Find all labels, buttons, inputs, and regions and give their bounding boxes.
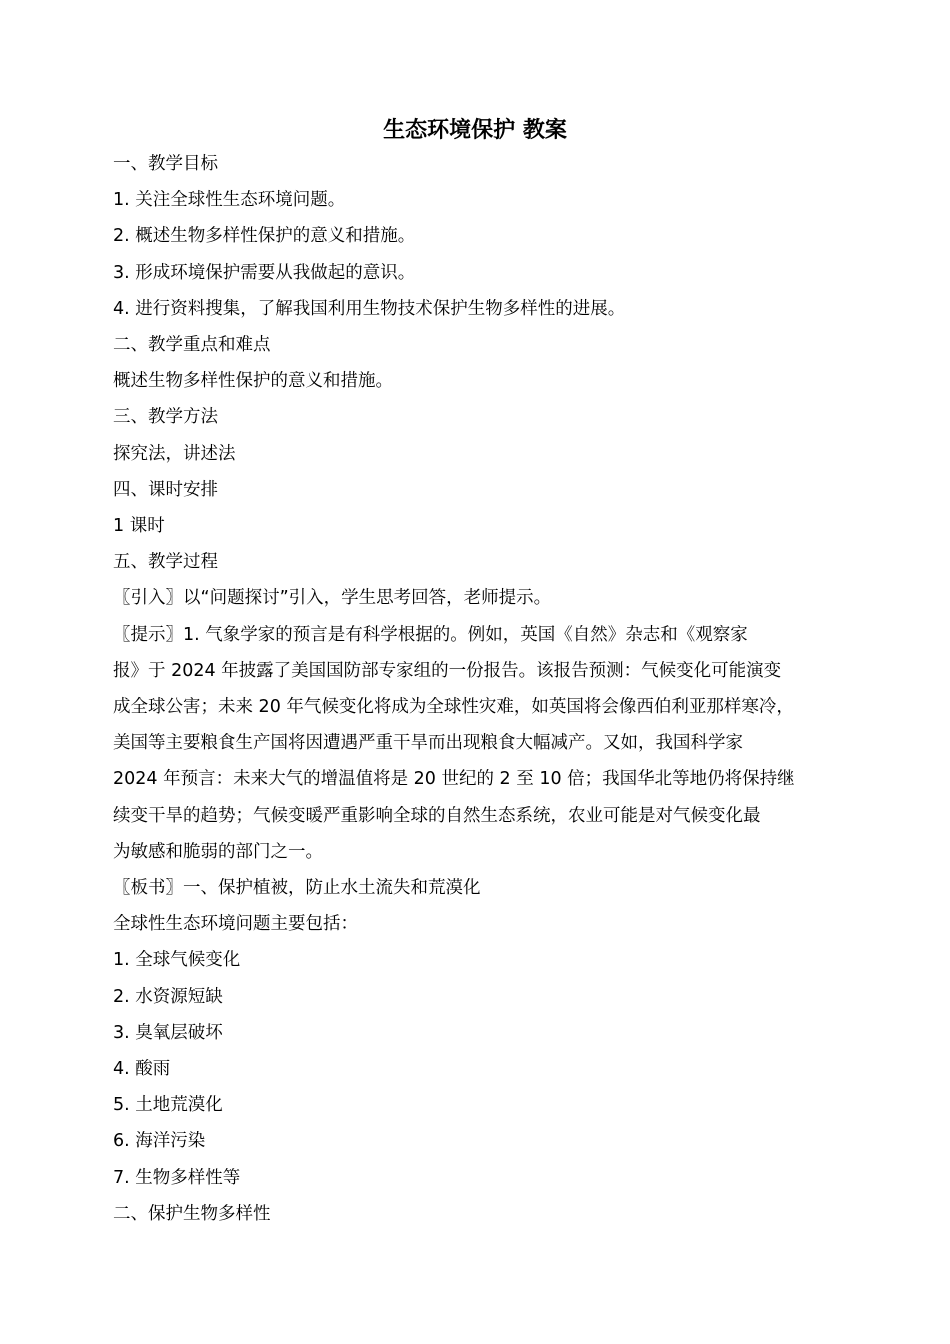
section-heading-process: 五、教学过程 [113, 552, 218, 573]
hint-paragraph-line: 2024 年预言：未来大气的增温值将是 20 世纪的 2 至 10 倍；我国华北等地仍将保持继 [113, 769, 795, 790]
objective-item: 4. 进行资料搜集，了解我国利用生物技术保护生物多样性的进展。 [113, 298, 626, 319]
section-heading-key-points: 二、教学重点和难点 [113, 335, 271, 356]
issue-item: 7. 生物多样性等 [113, 1167, 241, 1188]
hint-paragraph [113, 617, 848, 870]
key-points-text: 概述生物多样性保护的意义和措施。 [113, 371, 393, 392]
issue-item: 4. 酸雨 [113, 1059, 171, 1080]
issue-item: 5. 土地荒漠化 [113, 1095, 223, 1116]
hint-paragraph-line: 报》于 2024 年披露了美国国防部专家组的一份报告。该报告预测：气候变化可能演变 [113, 660, 782, 681]
document-body [113, 146, 848, 1232]
section-heading-objectives: 一、教学目标 [113, 154, 218, 174]
objective-item: 3. 形成环境保护需要从我做起的意识。 [113, 262, 416, 283]
blackboard-heading: 〖板书〗一、保护植被，防止水土流失和荒漠化 [113, 878, 481, 899]
issue-item: 1. 全球气候变化 [113, 950, 241, 971]
section-heading-methods: 三、教学方法 [113, 407, 218, 428]
section-heading-biodiversity: 二、保护生物多样性 [113, 1203, 271, 1224]
issue-item: 2. 水资源短缺 [113, 986, 223, 1007]
hint-paragraph-line: 续变干旱的趋势；气候变暖严重影响全球的自然生态系统，农业可能是对气候变化最 [113, 805, 761, 826]
objective-item: 2. 概述生物多样性保护的意义和措施。 [113, 226, 416, 247]
issue-item: 6. 海洋污染 [113, 1131, 206, 1152]
schedule-text: 1 课时 [113, 516, 165, 537]
hint-paragraph-line: 为敏感和脆弱的部门之一。 [113, 841, 323, 862]
objective-item: 1. 关注全球性生态环境问题。 [113, 190, 346, 211]
methods-text: 探究法，讲述法 [113, 443, 236, 464]
issue-item: 3. 臭氧层破坏 [113, 1022, 223, 1043]
hint-paragraph-line: 成全球公害；未来 20 年气候变化将成为全球性灾难，如英国将会像西伯利亚那样寒冷， [113, 697, 794, 718]
issues-intro: 全球性生态环境问题主要包括： [113, 914, 358, 935]
section-heading-schedule: 四、课时安排 [113, 479, 218, 500]
hint-paragraph-line: 美国等主要粮食生产国将因遭遇严重干旱而出现粮食大幅减产。又如，我国科学家 [113, 733, 743, 754]
document-title: 生态环境保护 教案 [383, 118, 567, 143]
introduction-text: 〖引入〗以“问题探讨”引入，学生思考回答，老师提示。 [113, 588, 552, 609]
hint-paragraph-line: 〖提示〗1. 气象学家的预言是有科学根据的。例如，英国《自然》杂志和《观察家 [113, 624, 748, 645]
